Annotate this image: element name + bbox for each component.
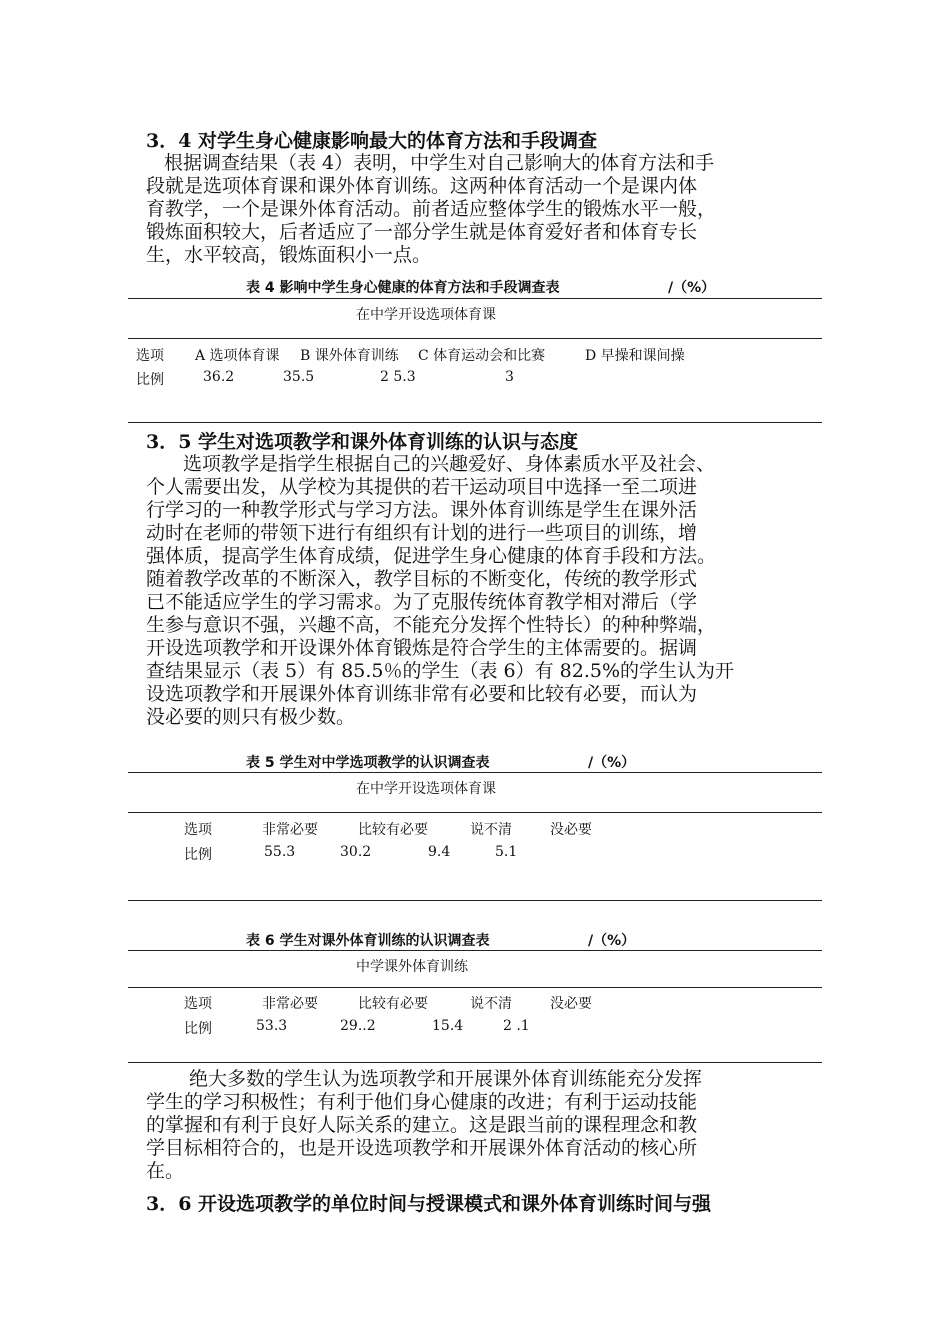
table-4-top-rule	[128, 298, 822, 299]
table-6-top-rule	[128, 950, 822, 951]
table-4-row-label: 比例	[136, 372, 164, 388]
table-5-header-rule	[128, 812, 822, 813]
paragraph-line: 的掌握和有利于良好人际关系的建立。这是跟当前的课程理念和教	[146, 1114, 698, 1136]
paragraph-line: 设选项教学和开展课外体育训练非常有必要和比较有必要，而认为	[146, 683, 698, 705]
paragraph-line: 动时在老师的带领下进行有组织有计划的进行一些项目的训练，增	[146, 522, 698, 544]
paragraph-line: 段就是选项体育课和课外体育训练。这两种体育活动一个是课内体	[146, 175, 698, 197]
table-5-item: 说不清	[470, 822, 512, 838]
table-6-row-label: 比例	[184, 1021, 212, 1037]
paragraph-line: 行学习的一种教学形式与学习方法。课外体育训练是学生在课外活	[146, 499, 698, 521]
paragraph-line: 根据调查结果（表 4）表明，中学生对自己影响大的体育方法和手	[164, 152, 715, 174]
table-4-value: 36.2	[203, 369, 235, 385]
table-6-value: 53.3	[256, 1018, 288, 1034]
table-4-value: 35.5	[283, 369, 315, 385]
paragraph-line: 学生的学习积极性；有利于他们身心健康的改进；有利于运动技能	[146, 1091, 698, 1113]
table-6-item: 说不清	[470, 996, 512, 1012]
paragraph-line: 育教学，一个是课外体育活动。前者适应整体学生的锻炼水平一般，	[146, 198, 717, 220]
paragraph-line: 强体质，提高学生体育成绩，促进学生身心健康的体育手段和方法。	[146, 545, 717, 567]
table-4-caption: 表 4 影响中学生身心健康的体育方法和手段调查表	[246, 280, 560, 296]
table-6-item: 没必要	[550, 996, 592, 1012]
paragraph-line: 开设选项教学和开设课外体育锻炼是符合学生的主体需要的。据调	[146, 637, 698, 659]
table-5-item: 没必要	[550, 822, 592, 838]
table-5-item: 比较有必要	[358, 822, 428, 838]
table-5-value: 5.1	[495, 844, 518, 860]
table-4-value: 3	[505, 369, 514, 385]
table-6-header-rule	[128, 987, 822, 988]
paragraph-line: 学目标相符合的，也是开设选项教学和开展课外体育活动的核心所	[146, 1137, 698, 1159]
table-5-item: 非常必要	[262, 822, 318, 838]
table-4-header-rule	[128, 338, 822, 339]
table-5-row-label: 比例	[184, 847, 212, 863]
paragraph-line: 个人需要出发，从学校为其提供的若干运动项目中选择一至二项进	[146, 476, 698, 498]
table-6-item: 非常必要	[262, 996, 318, 1012]
table-4-item: D 早操和课间操	[585, 348, 685, 364]
paragraph-line: 没必要的则只有极少数。	[146, 706, 356, 728]
table-5-value: 55.3	[264, 844, 296, 860]
table-4-unit: /（%）	[668, 280, 716, 296]
table-6-unit: /（%）	[588, 933, 636, 949]
section-heading-3-6: 3．6 开设选项教学的单位时间与授课模式和课外体育训练时间与强	[146, 1193, 712, 1215]
table-4-item: C 体育运动会和比赛	[418, 348, 546, 364]
table-5-subtitle: 在中学开设选项体育课	[356, 781, 496, 797]
paragraph-line: 随着教学改革的不断深入，教学目标的不断变化，传统的教学形式	[146, 568, 698, 590]
paragraph-line: 选项教学是指学生根据自己的兴趣爱好、身体素质水平及社会、	[183, 453, 716, 475]
table-5-value: 30.2	[340, 844, 372, 860]
paragraph-line: 锻炼面积较大，后者适应了一部分学生就是体育爱好者和体育专长	[146, 221, 698, 243]
table-5-top-rule	[128, 772, 822, 773]
paragraph-line: 在。	[146, 1160, 185, 1182]
table-6-item: 比较有必要	[358, 996, 428, 1012]
table-6-value: 15.4	[432, 1018, 464, 1034]
table-6-caption: 表 6 学生对课外体育训练的认识调查表	[246, 933, 490, 949]
table-6-subtitle: 中学课外体育训练	[356, 959, 468, 975]
section-heading-3-5: 3．5 学生对选项教学和课外体育训练的认识与态度	[146, 431, 579, 453]
table-6-value: 29..2	[340, 1018, 376, 1034]
table-4-value: 2 5.3	[380, 369, 416, 385]
table-6-bottom-rule	[128, 1062, 822, 1063]
table-5-unit: /（%）	[588, 755, 636, 771]
table-6-value: 2 .1	[503, 1018, 530, 1034]
table-6-row-label: 选项	[184, 996, 212, 1012]
table-4-item: B 课外体育训练	[300, 348, 399, 364]
paragraph-line: 绝大多数的学生认为选项教学和开展课外体育训练能充分发挥	[189, 1068, 703, 1090]
table-5-row-label: 选项	[184, 822, 212, 838]
table-4-row-label: 选项	[136, 348, 164, 364]
table-4-bottom-rule	[128, 422, 822, 423]
table-4-subtitle: 在中学开设选项体育课	[356, 307, 496, 323]
section-heading-3-4: 3．4 对学生身心健康影响最大的体育方法和手段调查	[146, 130, 598, 152]
table-5-caption: 表 5 学生对中学选项教学的认识调查表	[246, 755, 490, 771]
table-4-item: A 选项体育课	[195, 348, 280, 364]
paragraph-line: 生，水平较高，锻炼面积小一点。	[146, 244, 432, 266]
table-5-bottom-rule	[128, 900, 822, 901]
paragraph-line: 已不能适应学生的学习需求。为了克服传统体育教学相对滞后（学	[146, 591, 698, 613]
paragraph-line: 查结果显示（表 5）有 85.5％的学生（表 6）有 82.5%的学生认为开	[146, 660, 734, 682]
table-5-value: 9.4	[428, 844, 451, 860]
paragraph-line: 生参与意识不强，兴趣不高，不能充分发挥个性特长）的种种弊端，	[146, 614, 717, 636]
